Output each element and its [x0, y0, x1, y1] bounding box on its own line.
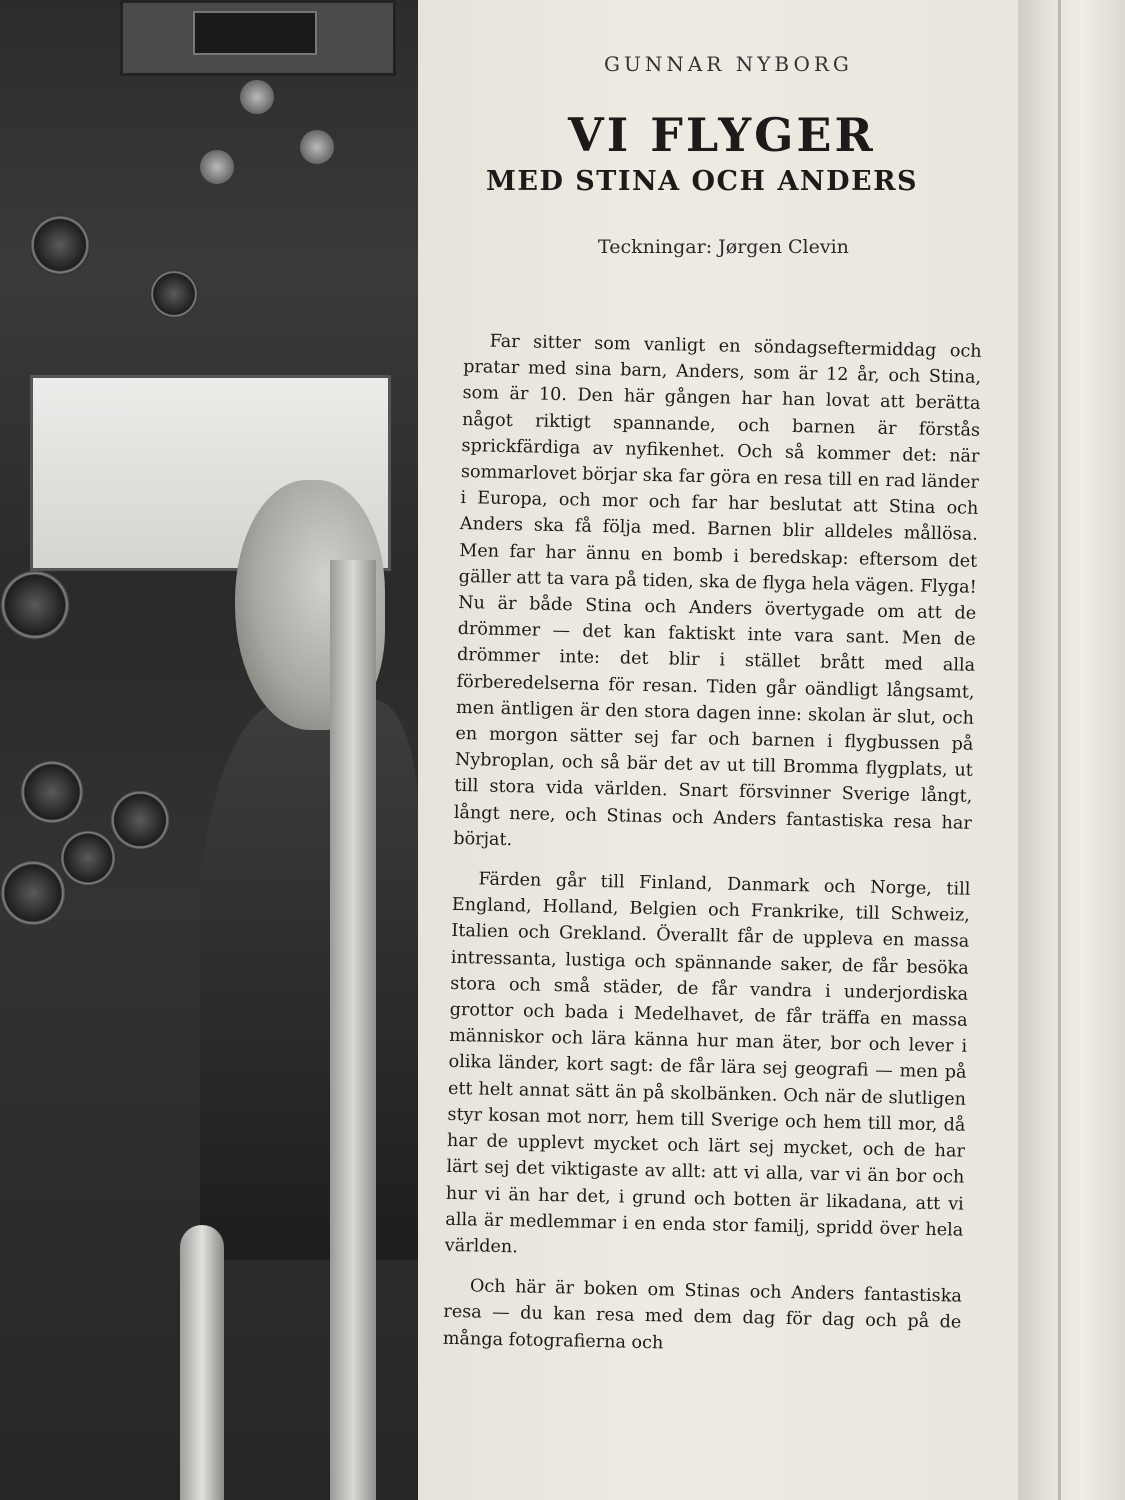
- author-name: GUNNAR NYBORG: [604, 52, 853, 76]
- overhead-panel: [120, 0, 396, 76]
- cockpit-photograph: [0, 0, 418, 1500]
- gauge-dial: [110, 790, 170, 850]
- gauge-dial: [0, 860, 66, 926]
- spine-crease: [1058, 0, 1061, 1500]
- paragraph: Far sitter som vanligt en söndagseftermiddag och pratar med sina barn, Anders, som är 12 år, och Stina, som är 10. Den här gången har han lovat att berätta något riktigt spannande, och barnen är förstås sprickfärdiga av nyfikenhet. Och så kommer det: när sommarlovet börjar ska far göra en resa till en rad länder i Europa, och mor och far har beslutat att Stina och Anders ska få följa med. Barnen blir alldeles mållösa. Men far har ännu en bomb i beredskap: eftersom det gäller att ta vara på tiden, ska de flyga hela vägen. Flyga! Nu är både Stina och Anders övertygade om att de drömmer — det kan faktiskt inte vara sant. Men de drömmer inte: det blir i stället brått med alla förberedelserna för resan. Tiden går oändligt långsamt, men äntligen är den stora dagen inne: skolan är slut, och en morgon sätter sej far och barnen i flygbussen på Nybroplan, och så bär det av ut till Bromma flygplats, ut till stora vida världen. Snart försvinner Sverige långt, långt nere, och Stinas och Anders fantastiska resa har börjat.: [453, 331, 982, 850]
- control-knob: [300, 130, 334, 164]
- book-spine: [1018, 0, 1125, 1500]
- blurb-text: [442, 328, 982, 1376]
- illustrator-credit: Teckningar: Jørgen Clevin: [598, 236, 849, 258]
- gauge-dial: [60, 830, 116, 886]
- pilot-body: [200, 700, 418, 1260]
- window-strut: [330, 560, 376, 1500]
- paragraph: Färden går till Finland, Danmark och Norge, till England, Holland, Belgien och Frankrike, till Schweiz, Italien och Grekland. Överallt får de uppleva en massa intressanta, lustiga och spännande saker, de får besöka stora och små städer, de får vandra i underjordiska grottor och bada i Medelhavet, de får träffa en massa människor och lära känna hur man äter, bor och lever i olika länder, kort sagt: de får lära sej geografi — men på ett helt annat sätt än på skolbänken. Och när de slutligen styr kosan mot norr, hem till Sverige och hem till mor, då har de upplevt mycket och lärt sej mycket, och de har lärt sej det viktigaste av allt: att vi alla, var vi än bor och hur vi än har det, i grund och botten är likadana, att vi alla är medlemmar i en enda stor familj, spridd över hela världen.: [444, 869, 971, 1258]
- control-knob: [240, 80, 274, 114]
- throttle-lever: [180, 1225, 224, 1500]
- book-title: VI FLYGER: [568, 108, 876, 162]
- gauge-dial: [150, 270, 198, 318]
- overhead-display: [193, 11, 317, 55]
- text-page: [418, 0, 1018, 1500]
- gauge-dial: [30, 215, 90, 275]
- book-subtitle: MED STINA OCH ANDERS: [486, 166, 919, 197]
- gauge-dial: [20, 760, 84, 824]
- paragraph: Och här är boken om Stinas och Anders fantastiska resa — du kan resa med dem dag för dag och på de många fotografierna och: [442, 1276, 963, 1353]
- gauge-dial: [0, 570, 70, 640]
- control-knob: [200, 150, 234, 184]
